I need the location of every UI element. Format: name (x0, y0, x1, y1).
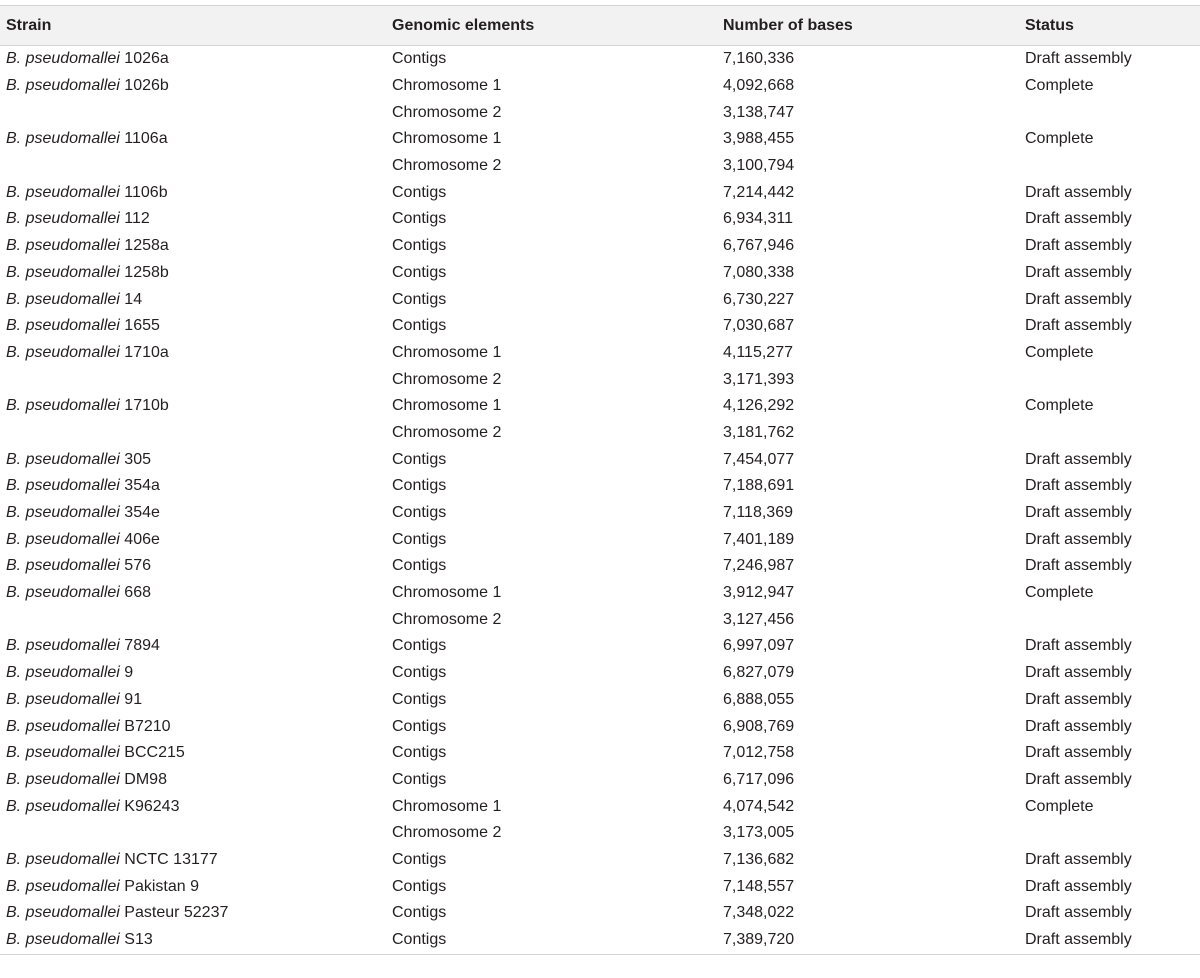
table-row (0, 99, 1200, 126)
genomic-element-cell: Chromosome 2 (392, 610, 502, 628)
number-of-bases-cell: 4,126,292 (723, 397, 795, 415)
table-row (0, 46, 1200, 73)
species-name: B. pseudomallei (6, 477, 120, 495)
genomic-element-cell: Chromosome 2 (392, 423, 502, 441)
species-name: B. pseudomallei (6, 717, 120, 735)
status-cell: Draft assembly (1025, 850, 1132, 868)
strain-id: 354a (124, 477, 160, 495)
genomic-element-cell: Chromosome 1 (392, 797, 502, 815)
status-cell: Draft assembly (1025, 50, 1132, 68)
status-cell: Complete (1025, 397, 1094, 415)
strain-cell (0, 393, 386, 420)
status-cell: Draft assembly (1025, 664, 1132, 682)
strain-id: 1106b (124, 183, 168, 201)
table-row (0, 286, 1200, 313)
table-row (0, 713, 1200, 740)
status-cell: Complete (1025, 130, 1094, 148)
strain-cell (0, 927, 386, 955)
species-name: B. pseudomallei (6, 343, 120, 361)
strain-cell (0, 847, 386, 874)
species-name: B. pseudomallei (6, 530, 120, 548)
status-cell: Draft assembly (1025, 317, 1132, 335)
strain-id: 7894 (124, 637, 160, 655)
strain-cell (0, 793, 386, 820)
species-name: B. pseudomallei (6, 263, 120, 281)
status-cell: Complete (1025, 584, 1094, 602)
status-cell: Draft assembly (1025, 904, 1132, 922)
strain-cell (0, 526, 386, 553)
strain-cell (0, 153, 386, 180)
strain-cell (0, 500, 386, 527)
table-row (0, 660, 1200, 687)
species-name: B. pseudomallei (6, 290, 120, 308)
strain-cell (0, 473, 386, 500)
species-name: B. pseudomallei (6, 397, 120, 415)
genomic-element-cell: Contigs (386, 927, 717, 955)
status-cell: Draft assembly (1025, 477, 1132, 495)
genomic-element-cell: Contigs (392, 183, 447, 201)
status-cell (1019, 420, 1200, 447)
number-of-bases-cell: 7,389,720 (717, 927, 1019, 955)
table-row (0, 446, 1200, 473)
strain-id: 576 (124, 557, 151, 575)
species-name: B. pseudomallei (6, 450, 120, 468)
number-of-bases-cell: 7,148,557 (723, 877, 795, 895)
status-cell: Draft assembly (1025, 504, 1132, 522)
number-of-bases-cell: 6,730,227 (723, 290, 795, 308)
strain-cell (0, 420, 386, 447)
strain-id: 1258a (124, 237, 169, 255)
genomic-element-cell: Contigs (392, 717, 447, 735)
number-of-bases-cell: 6,717,096 (723, 770, 795, 788)
number-of-bases-cell: 7,030,687 (723, 317, 795, 335)
table-row (0, 420, 1200, 447)
status-cell: Draft assembly (1025, 530, 1132, 548)
number-of-bases-cell: 6,767,946 (723, 237, 795, 255)
header-genomic-elements: Genomic elements (386, 6, 717, 46)
species-name: B. pseudomallei (6, 77, 120, 95)
genomic-element-cell: Contigs (392, 850, 447, 868)
genomic-element-cell: Contigs (392, 237, 447, 255)
strain-id: 1710b (124, 397, 169, 415)
number-of-bases-cell: 7,136,682 (723, 850, 795, 868)
genomic-element-cell: Contigs (392, 557, 447, 575)
number-of-bases-cell: 7,118,369 (723, 504, 793, 522)
number-of-bases-cell: 7,348,022 (723, 904, 795, 922)
table-row (0, 393, 1200, 420)
status-cell: Draft assembly (1019, 927, 1200, 955)
species-name: B. pseudomallei (6, 850, 120, 868)
header-row (0, 6, 1200, 46)
species-name: B. pseudomallei (6, 931, 120, 949)
genomic-element-cell: Contigs (392, 50, 447, 68)
strain-id: S13 (124, 931, 153, 949)
genomic-element-cell: Chromosome 1 (392, 397, 502, 415)
header-strain: Strain (0, 6, 386, 46)
status-cell: Draft assembly (1025, 690, 1132, 708)
number-of-bases-cell: 3,100,794 (723, 157, 795, 175)
genomic-element-cell: Contigs (392, 290, 447, 308)
number-of-bases-cell: 3,912,947 (723, 584, 795, 602)
species-name: B. pseudomallei (6, 584, 120, 602)
genomic-element-cell: Contigs (392, 690, 447, 708)
strain-cell (0, 126, 386, 153)
table-row (0, 793, 1200, 820)
strain-cell (0, 286, 386, 313)
genomic-element-cell: Chromosome 2 (392, 157, 502, 175)
status-cell: Draft assembly (1025, 237, 1132, 255)
status-cell: Draft assembly (1025, 450, 1132, 468)
genomic-element-cell: Contigs (392, 450, 447, 468)
strain-cell (0, 900, 386, 927)
number-of-bases-cell: 7,214,442 (723, 183, 795, 201)
strain-id: 91 (124, 690, 143, 708)
species-name: B. pseudomallei (6, 637, 120, 655)
table-row (0, 820, 1200, 847)
species-name: B. pseudomallei (6, 797, 120, 815)
header-number-of-bases: Number of bases (717, 6, 1019, 46)
strain-id: 668 (124, 584, 151, 602)
strain-id: DM98 (124, 770, 167, 788)
strain-cell (0, 553, 386, 580)
strain-cell (0, 73, 386, 100)
genomic-element-cell: Contigs (392, 744, 447, 762)
genomic-element-cell: Chromosome 2 (392, 370, 502, 388)
strain-cell (0, 46, 386, 73)
table-row (0, 206, 1200, 233)
table-row (0, 740, 1200, 767)
status-cell: Draft assembly (1025, 183, 1132, 201)
status-cell (1019, 153, 1200, 180)
genomic-element-cell: Contigs (392, 770, 447, 788)
species-name: B. pseudomallei (6, 690, 120, 708)
strain-id: 354e (124, 504, 160, 522)
number-of-bases-cell: 3,138,747 (723, 103, 795, 121)
strain-id: B7210 (124, 717, 171, 735)
genomic-element-cell: Chromosome 2 (392, 103, 502, 121)
strain-id: 1258b (124, 263, 169, 281)
number-of-bases-cell: 6,997,097 (723, 637, 795, 655)
strain-id: Pasteur 52237 (124, 904, 229, 922)
genomic-element-cell: Chromosome 1 (392, 584, 502, 602)
status-cell: Draft assembly (1025, 290, 1132, 308)
number-of-bases-cell: 7,160,336 (723, 50, 795, 68)
strain-cell (0, 206, 386, 233)
species-name: B. pseudomallei (6, 210, 120, 228)
number-of-bases-cell: 7,080,338 (723, 263, 795, 281)
table-row (0, 260, 1200, 287)
status-cell: Complete (1025, 77, 1094, 95)
header-status: Status (1019, 6, 1200, 46)
table-row (0, 366, 1200, 393)
strain-cell (0, 233, 386, 260)
table-row (0, 340, 1200, 367)
number-of-bases-cell: 3,988,455 (723, 130, 795, 148)
strain-id: K96243 (124, 797, 180, 815)
strain-cell (0, 767, 386, 794)
strain-cell (0, 366, 386, 393)
genomic-element-cell: Contigs (392, 904, 447, 922)
strain-cell (0, 633, 386, 660)
number-of-bases-cell: 3,127,456 (723, 610, 795, 628)
table-header (0, 6, 1200, 46)
table-row (0, 153, 1200, 180)
genomic-element-cell: Chromosome 2 (392, 824, 502, 842)
number-of-bases-cell: 6,888,055 (723, 690, 795, 708)
status-cell: Draft assembly (1025, 637, 1132, 655)
number-of-bases-cell: 7,454,077 (723, 450, 795, 468)
status-cell: Draft assembly (1025, 744, 1132, 762)
status-cell (1019, 820, 1200, 847)
number-of-bases-cell: 3,173,005 (723, 824, 795, 842)
number-of-bases-cell: 4,092,668 (723, 77, 795, 95)
status-cell (1019, 366, 1200, 393)
number-of-bases-cell: 7,188,691 (723, 477, 795, 495)
strain-cell (0, 313, 386, 340)
status-cell: Complete (1025, 343, 1094, 361)
strain-cell (0, 660, 386, 687)
status-cell: Draft assembly (1025, 210, 1132, 228)
number-of-bases-cell: 3,171,393 (723, 370, 795, 388)
table-row (0, 847, 1200, 874)
status-cell (1019, 99, 1200, 126)
status-cell (1019, 606, 1200, 633)
status-cell: Draft assembly (1025, 263, 1132, 281)
status-cell: Draft assembly (1025, 877, 1132, 895)
strain-cell (0, 820, 386, 847)
genomic-element-cell: Chromosome 1 (392, 130, 502, 148)
genomic-element-cell: Contigs (392, 530, 447, 548)
table-row (0, 313, 1200, 340)
strain-cell (0, 740, 386, 767)
strain-id: 406e (124, 530, 160, 548)
table-row (0, 633, 1200, 660)
number-of-bases-cell: 4,115,277 (723, 343, 793, 361)
species-name: B. pseudomallei (6, 504, 120, 522)
species-name: B. pseudomallei (6, 130, 120, 148)
species-name: B. pseudomallei (6, 744, 120, 762)
strain-id: 1710a (124, 343, 169, 361)
number-of-bases-cell: 6,934,311 (723, 210, 793, 228)
species-name: B. pseudomallei (6, 237, 120, 255)
number-of-bases-cell: 7,246,987 (723, 557, 795, 575)
number-of-bases-cell: 6,827,079 (723, 664, 795, 682)
strain-id: 1026a (124, 50, 169, 68)
genomic-element-cell: Contigs (392, 877, 447, 895)
table-row (0, 606, 1200, 633)
strain-cell (0, 687, 386, 714)
number-of-bases-cell: 4,074,542 (723, 797, 795, 815)
strain-id: BCC215 (124, 744, 185, 762)
species-name: B. pseudomallei (6, 664, 120, 682)
species-name: B. pseudomallei (6, 50, 120, 68)
genomic-element-cell: Contigs (392, 637, 447, 655)
strain-id: Pakistan 9 (124, 877, 200, 895)
table-row (0, 873, 1200, 900)
strain-id: 14 (124, 290, 143, 308)
table-row (0, 526, 1200, 553)
strain-id: 1655 (124, 317, 160, 335)
genomic-element-cell: Contigs (392, 664, 447, 682)
strain-cell (0, 873, 386, 900)
number-of-bases-cell: 7,401,189 (723, 530, 795, 548)
strain-id: 1026b (124, 77, 169, 95)
table-row (0, 927, 1200, 955)
strain-id: 9 (124, 664, 134, 682)
strain-cell (0, 340, 386, 367)
table-row (0, 73, 1200, 100)
genomic-element-cell: Contigs (392, 263, 447, 281)
status-cell: Draft assembly (1025, 770, 1132, 788)
table-row (0, 553, 1200, 580)
table-row (0, 500, 1200, 527)
table-row (0, 900, 1200, 927)
strain-cell (0, 179, 386, 206)
species-name: B. pseudomallei (6, 770, 120, 788)
table-row (0, 233, 1200, 260)
status-cell: Draft assembly (1025, 557, 1132, 575)
strain-cell (0, 99, 386, 126)
strain-cell (0, 713, 386, 740)
table-row (0, 767, 1200, 794)
genomic-element-cell: Contigs (392, 477, 447, 495)
strain-cell (0, 260, 386, 287)
number-of-bases-cell: 6,908,769 (723, 717, 795, 735)
species-name: B. pseudomallei (6, 183, 120, 201)
species-name: B. pseudomallei (6, 904, 120, 922)
strain-id: 112 (124, 210, 150, 228)
number-of-bases-cell: 7,012,758 (723, 744, 795, 762)
strain-cell (0, 606, 386, 633)
species-name: B. pseudomallei (6, 557, 120, 575)
genomic-element-cell: Chromosome 1 (392, 343, 502, 361)
status-cell: Complete (1025, 797, 1094, 815)
strain-cell (0, 446, 386, 473)
genomic-element-cell: Contigs (392, 317, 447, 335)
species-name: B. pseudomallei (6, 317, 120, 335)
table-row (0, 126, 1200, 153)
genomic-element-cell: Contigs (392, 210, 447, 228)
table-row (0, 580, 1200, 607)
strain-cell (0, 580, 386, 607)
status-cell: Draft assembly (1025, 717, 1132, 735)
strain-id: 305 (124, 450, 151, 468)
strain-id: NCTC 13177 (124, 850, 218, 868)
strain-genome-table (0, 5, 1200, 955)
table-body (0, 46, 1200, 955)
species-name: B. pseudomallei (6, 877, 120, 895)
table-row (0, 473, 1200, 500)
table-row (0, 687, 1200, 714)
number-of-bases-cell: 3,181,762 (723, 423, 795, 441)
genomic-element-cell: Contigs (392, 504, 447, 522)
genomic-element-cell: Chromosome 1 (392, 77, 502, 95)
strain-id: 1106a (124, 130, 168, 148)
table-row (0, 179, 1200, 206)
